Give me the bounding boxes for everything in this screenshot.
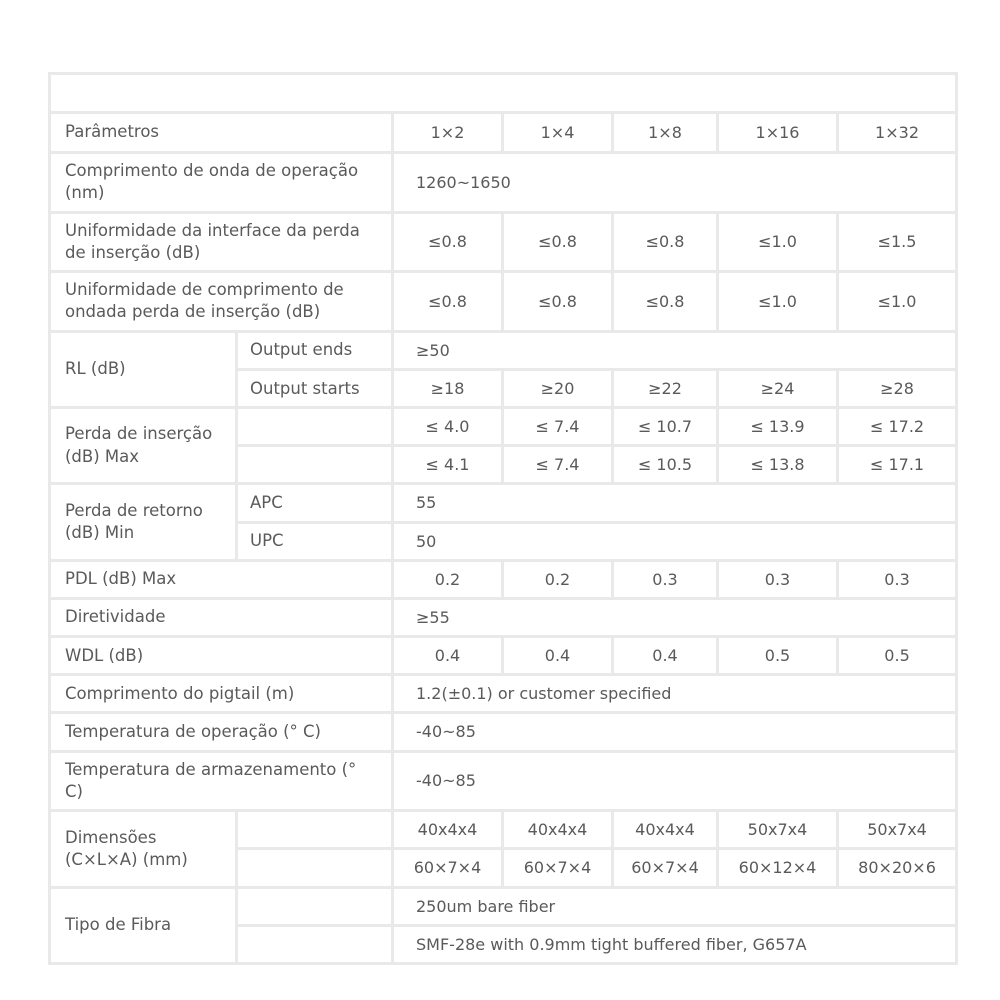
row-sublabel: UPC <box>237 522 393 560</box>
value-cell: ≤ 10.7 <box>613 407 718 445</box>
value-cell: 60×7×4 <box>393 849 503 887</box>
value-cell: 40x4x4 <box>503 811 613 849</box>
row-label: RL (dB) <box>50 331 237 407</box>
value-cell: 0.4 <box>503 637 613 675</box>
row-label: Comprimento de onda de operação (nm) <box>50 153 393 213</box>
value-cell: ≥22 <box>613 369 718 407</box>
value-cell-span: -40~85 <box>393 713 957 751</box>
value-cell: 40x4x4 <box>613 811 718 849</box>
value-cell: ≤0.8 <box>393 272 503 332</box>
value-cell: 60×7×4 <box>503 849 613 887</box>
value-cell-span: -40~85 <box>393 751 957 811</box>
value-cell: 0.2 <box>503 560 613 598</box>
value-cell: 0.5 <box>838 637 957 675</box>
value-cell: 0.5 <box>718 637 838 675</box>
table-title: 1 × N (N> 2) PLCS Parâmetros Ópticos <box>50 74 957 113</box>
value-cell: ≤0.8 <box>503 272 613 332</box>
connector-chip: Sem conector <box>237 407 393 445</box>
value-cell: 0.2 <box>393 560 503 598</box>
row-label: PDL (dB) Max <box>50 560 393 598</box>
value-cell: 0.4 <box>393 637 503 675</box>
table-row <box>50 637 957 675</box>
table-row <box>50 153 957 213</box>
value-cell: ≤1.0 <box>718 272 838 332</box>
value-cell: ≥18 <box>393 369 503 407</box>
row-label: Temperatura de operação (° C) <box>50 713 393 751</box>
table-row <box>50 560 957 598</box>
value-cell-span: 250um bare fiber <box>393 887 957 925</box>
column-header-parametros: Parâmetros <box>50 113 393 153</box>
row-label: Dimensões (C×L×A) (mm) <box>50 811 237 887</box>
row-sublabel: Output starts <box>237 369 393 407</box>
value-cell-span: 1.2(±0.1) or customer specified <box>393 675 957 713</box>
value-cell: ≤1.5 <box>838 212 957 272</box>
value-cell-span: 1260~1650 <box>393 153 957 213</box>
value-cell: ≤ 13.9 <box>718 407 838 445</box>
row-label: Uniformidade de comprimento de ondada perda de inserção (dB) <box>50 272 393 332</box>
value-cell: 50x7x4 <box>838 811 957 849</box>
table-row <box>50 407 957 445</box>
value-cell: ≤ 4.1 <box>393 446 503 484</box>
plcs-optical-parameters-table <box>48 72 958 965</box>
row-label: Uniformidade da interface da perda de inserção (dB) <box>50 212 393 272</box>
row-label: Temperatura de armazenamento (° C) <box>50 751 393 811</box>
row-label: WDL (dB) <box>50 637 393 675</box>
row-label: Perda de retorno (dB) Min <box>50 484 237 560</box>
row-label: Diretividade <box>50 598 393 636</box>
title-row <box>50 74 957 113</box>
value-cell: ≥20 <box>503 369 613 407</box>
value-cell: 0.3 <box>718 560 838 598</box>
connector-chip: Com conector <box>237 446 393 484</box>
value-cell: ≥28 <box>838 369 957 407</box>
table-row <box>50 598 957 636</box>
value-cell: ≤ 13.8 <box>718 446 838 484</box>
value-cell: ≤1.0 <box>838 272 957 332</box>
value-cell: 60×12×4 <box>718 849 838 887</box>
table-row <box>50 751 957 811</box>
value-cell: 0.4 <box>613 637 718 675</box>
table-row <box>50 887 957 925</box>
value-cell: 40x4x4 <box>393 811 503 849</box>
value-cell: ≤0.8 <box>503 212 613 272</box>
row-label: Tipo de Fibra <box>50 887 237 963</box>
page <box>48 72 955 965</box>
value-cell: ≤ 10.5 <box>613 446 718 484</box>
value-cell: ≤ 17.1 <box>838 446 957 484</box>
value-cell-span: 50 <box>393 522 957 560</box>
column-header: 1×4 <box>503 113 613 153</box>
connector-chip: Sem conector <box>237 811 393 849</box>
value-cell: ≤ 7.4 <box>503 407 613 445</box>
value-cell: ≤ 17.2 <box>838 407 957 445</box>
value-cell: 80×20×6 <box>838 849 957 887</box>
connector-chip: Com conector <box>237 849 393 887</box>
value-cell-span: SMF-28e with 0.9mm tight buffered fiber, G657A <box>393 925 957 963</box>
value-cell: 0.3 <box>613 560 718 598</box>
table-body <box>50 113 957 964</box>
row-sublabel: Output ends <box>237 331 393 369</box>
value-cell: ≤ 4.0 <box>393 407 503 445</box>
table-row <box>50 331 957 369</box>
column-header: 1×32 <box>838 113 957 153</box>
value-cell: 0.3 <box>838 560 957 598</box>
row-sublabel: APC <box>237 484 393 522</box>
column-header: 1×8 <box>613 113 718 153</box>
column-header: 1×2 <box>393 113 503 153</box>
column-header-row <box>50 113 957 153</box>
row-label: Comprimento do pigtail (m) <box>50 675 393 713</box>
value-cell: 50x7x4 <box>718 811 838 849</box>
value-cell: ≤0.8 <box>393 212 503 272</box>
value-cell: ≤0.8 <box>613 272 718 332</box>
table-row <box>50 811 957 849</box>
value-cell: ≥24 <box>718 369 838 407</box>
connector-chip: Sem conector <box>237 887 393 925</box>
column-header: 1×16 <box>718 113 838 153</box>
table-row <box>50 272 957 332</box>
table-row <box>50 484 957 522</box>
value-cell-span: ≥55 <box>393 598 957 636</box>
value-cell-span: 55 <box>393 484 957 522</box>
value-cell: 60×7×4 <box>613 849 718 887</box>
row-label: Perda de inserção (dB) Max <box>50 407 237 483</box>
table-row <box>50 675 957 713</box>
table-row <box>50 212 957 272</box>
table-row <box>50 713 957 751</box>
value-cell: ≤1.0 <box>718 212 838 272</box>
value-cell: ≤ 7.4 <box>503 446 613 484</box>
value-cell: ≤0.8 <box>613 212 718 272</box>
value-cell-span: ≥50 <box>393 331 957 369</box>
connector-chip: Com conector <box>237 925 393 963</box>
